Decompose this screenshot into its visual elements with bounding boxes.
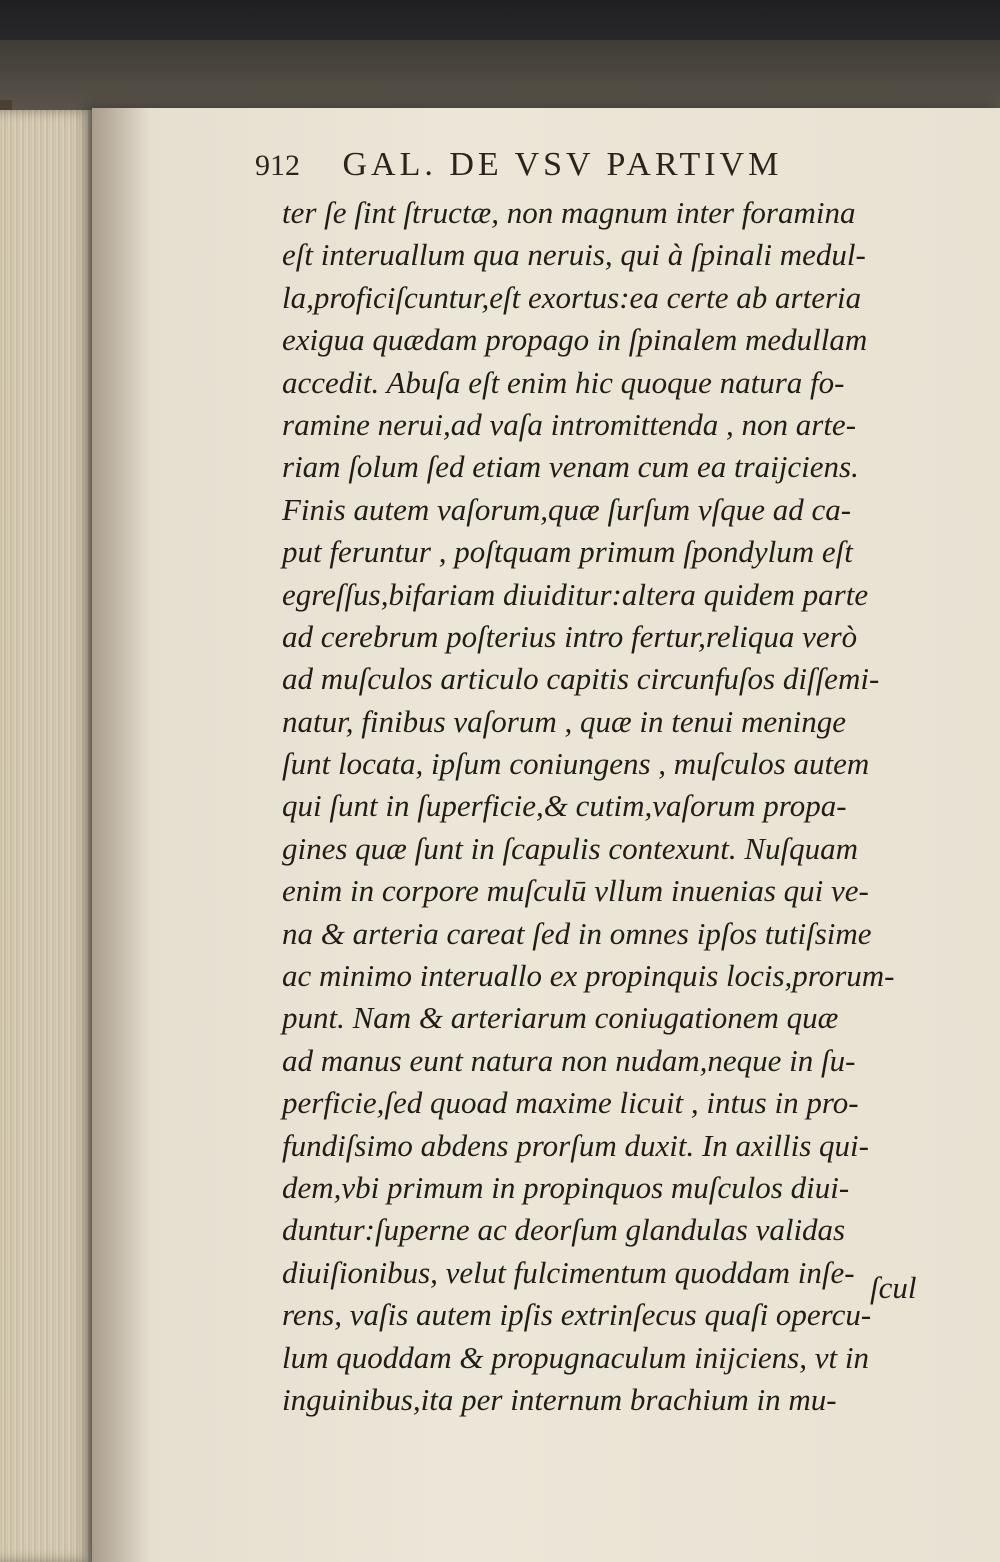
text-line: ſunt locata, ipſum coniungens , muſculos autem bbox=[282, 746, 870, 782]
text-line: ac minimo interuallo ex propinquis locis,prorum- bbox=[282, 958, 895, 994]
text-line: ad cerebrum poſterius intro fertur,reliqua verò bbox=[282, 618, 858, 654]
text-line: la,proficiſcuntur,eſt exortus:ea certe ab arteria bbox=[282, 279, 862, 315]
text-line: inguinibus,ita per internum brachium in mu- bbox=[282, 1381, 837, 1417]
text-line: ramine nerui,ad vaſa intromittenda , non arte- bbox=[282, 406, 857, 442]
text-line: riam ſolum ſed etiam venam cum ea traijciens. bbox=[282, 449, 859, 485]
text-line: ad manus eunt natura non nudam,neque in ſu- bbox=[282, 1042, 856, 1078]
text-line: perficie,ſed quoad maxime licuit , intus in pro- bbox=[282, 1085, 859, 1121]
running-title: GAL. DE VSV PARTIVM bbox=[342, 146, 783, 183]
text-line: fundiſsimo abdens prorſum duxit. In axillis qui- bbox=[282, 1127, 869, 1163]
text-line: gines quæ ſunt in ſcapulis contexunt. Nuſquam bbox=[282, 830, 859, 866]
text-line: natur, finibus vaſorum , quæ in tenui meninge bbox=[282, 703, 847, 739]
text-line: qui ſunt in ſuperficie,& cutim,vaſorum propa- bbox=[282, 788, 847, 824]
text-line: put feruntur , poſtquam primum ſpondylum eſt bbox=[282, 534, 853, 570]
text-line: dem,vbi primum in propinquos muſculos diui- bbox=[282, 1169, 850, 1205]
spine-shadow bbox=[92, 108, 152, 1562]
page-stack-edge bbox=[0, 110, 100, 1562]
text-line: na & arteria careat ſed in omnes ipſos tutiſsime bbox=[282, 915, 872, 951]
text-line: Finis autem vaſorum,quæ ſurſum vſque ad ca- bbox=[282, 491, 852, 527]
text-line: ad muſculos articulo capitis circunfuſos diſſemi- bbox=[282, 661, 880, 697]
page-number: 912 bbox=[255, 149, 300, 182]
text-line: exigua quædam propago in ſpinalem medullam bbox=[282, 322, 868, 358]
running-head bbox=[255, 146, 875, 186]
text-line: rens, vaſis autem ipſis extrinſecus quaſi opercu- bbox=[282, 1297, 872, 1333]
text-line: enim in corpore muſculū vllum inuenias qui ve- bbox=[282, 873, 869, 909]
text-block bbox=[282, 192, 932, 1522]
text-line: egreſſus,bifariam diuiditur:altera quidem parte bbox=[282, 576, 869, 612]
catchword: ſcul bbox=[870, 1270, 917, 1305]
text-line: punt. Nam & arteriarum coniugationem quæ bbox=[282, 1000, 839, 1036]
text-line: eſt interuallum qua neruis, qui à ſpinali medul- bbox=[282, 237, 866, 273]
text-line: diuiſionibus, velut fulcimentum quoddam inſe- bbox=[282, 1254, 855, 1290]
text-line: lum quoddam & propugnaculum inijciens, vt in bbox=[282, 1339, 869, 1375]
text-line: ter ſe ſint ſtructæ, non magnum inter foramina bbox=[282, 195, 856, 230]
text-line: duntur:ſuperne ac deorſum glandulas validas bbox=[282, 1212, 846, 1248]
backdrop-band bbox=[0, 40, 1000, 110]
text-line: accedit. Abuſa eſt enim hic quoque natura fo- bbox=[282, 364, 845, 400]
